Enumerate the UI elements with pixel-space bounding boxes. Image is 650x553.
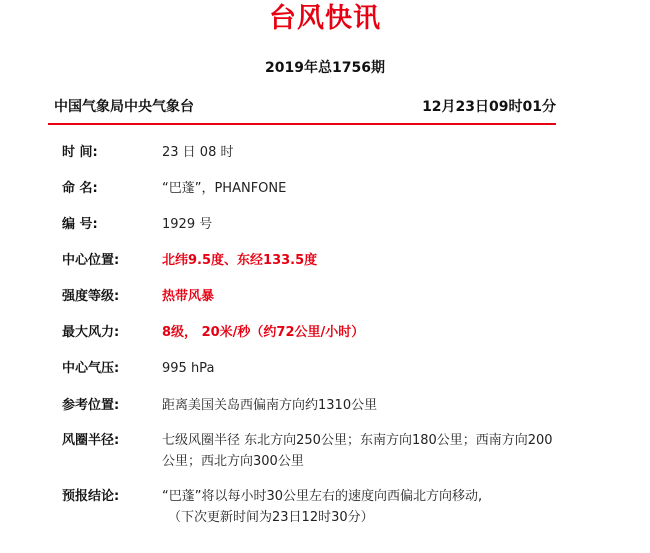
forecast-text: “巴蓬”将以每小时30公里左右的速度向西偏北方向移动,: [162, 489, 483, 504]
field-value: 北纬9.5度、东经133.5度: [162, 253, 318, 268]
next-update-note: （下次更新时间为23日12时30分）: [168, 510, 374, 525]
header-divider: [48, 123, 556, 125]
field-label: 时 间:: [62, 145, 98, 160]
field-label: 预报结论:: [62, 489, 120, 504]
field-label: 中心气压:: [62, 361, 120, 376]
field-value: 距离美国关岛西偏南方向约1310公里: [162, 398, 378, 413]
agency-name: 中国气象局中央气象台: [54, 99, 194, 115]
field-value: 8级， 20米/秒（约72公里/小时）: [162, 325, 365, 340]
bulletin-header: [48, 96, 566, 118]
field-value: 1929 号: [162, 217, 213, 232]
field-label: 最大风力:: [62, 325, 120, 340]
field-value: 七级风圈半径 东北方向250公里；东南方向180公里；西南方向200公里；西北方向300公里: [162, 433, 553, 469]
field-label: 中心位置:: [62, 253, 120, 268]
field-label: 命 名:: [62, 181, 98, 196]
field-value: 热带风暴: [162, 289, 215, 304]
field-label: 参考位置:: [62, 398, 120, 413]
field-value: 995 hPa: [162, 361, 215, 376]
field-label: 强度等级:: [62, 289, 120, 304]
field-value: 23 日 08 时: [162, 145, 234, 160]
field-label: 风圈半径:: [62, 433, 120, 448]
field-value: “巴蓬”，PHANFONE: [162, 181, 287, 196]
field-value: [162, 486, 554, 528]
issue-datetime: 12月23日09时01分: [422, 99, 556, 115]
issue-number: 2019年总1756期: [265, 60, 385, 76]
field-label: 编 号:: [62, 217, 98, 232]
page-title: 台风快讯: [269, 3, 381, 34]
